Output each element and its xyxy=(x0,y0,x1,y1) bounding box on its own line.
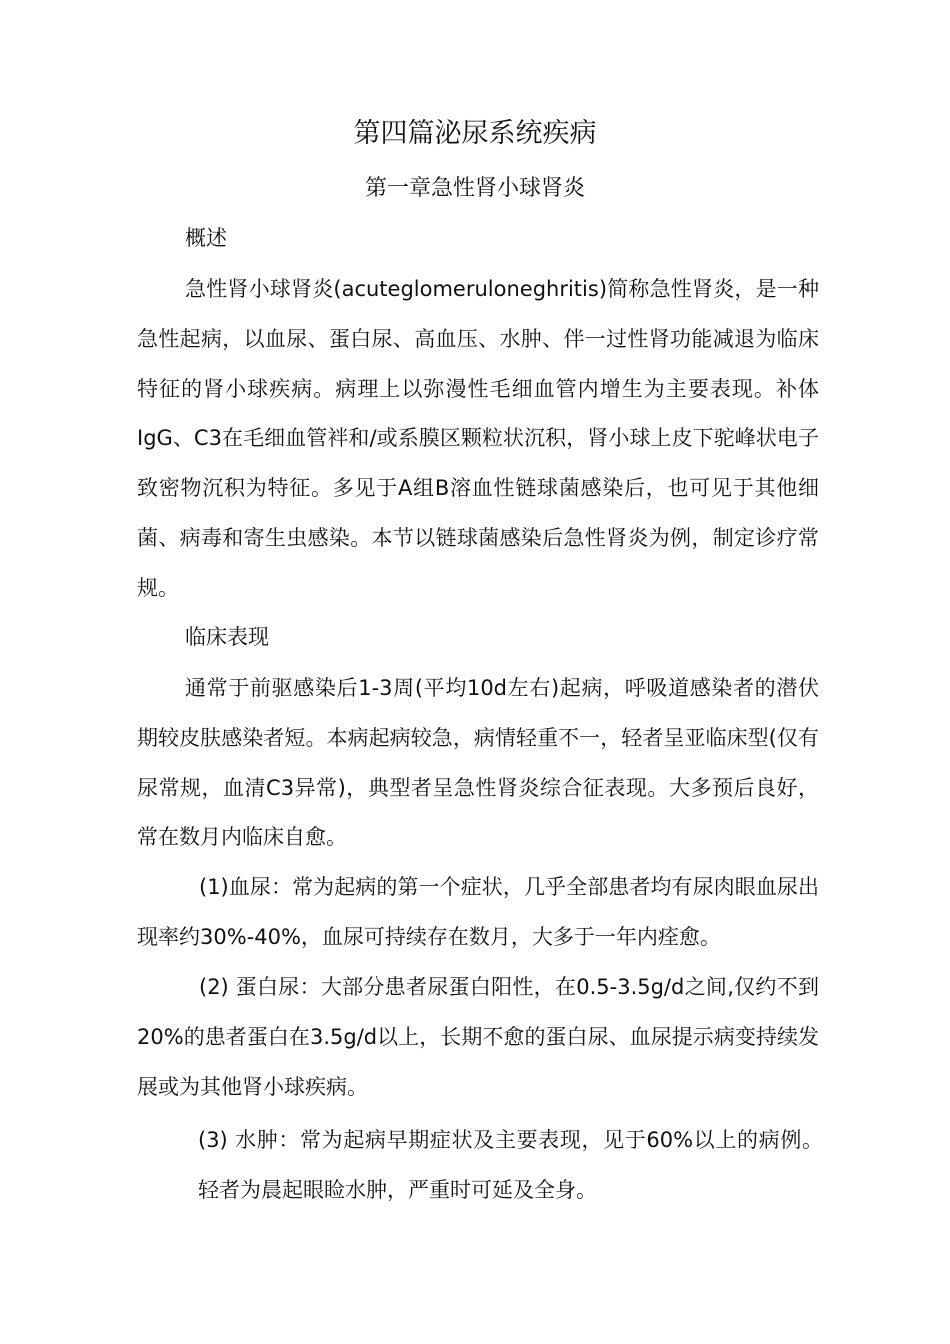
overview-paragraph: 急性肾小球肾炎(acuteglomeruloneghritis)简称急性肾炎，是一种急性起病，以血尿、蛋白尿、高血压、水肿、伴一过性肾功能减退为临床特征的肾小球疾病。病理上以弥漫性毛细血管内增生为主要表现。补体IgG、C3在毛细血管袢和/或系膜区颗粒状沉积，肾小球上皮下驼峰状电子致密物沉积为特征。多见于A组B溶血性链球菌感染后，也可见于其他细菌、病毒和寄生虫感染。本节以链球菌感染后急性肾炎为例，制定诊疗常规。 xyxy=(137,277,819,600)
edema-paragraph: (3) 水肿：常为起病早期症状及主要表现，见于60%以上的病例。轻者为晨起眼睑水肿，严重时可延及全身。 xyxy=(198,1128,823,1202)
proteinuria-paragraph: (2) 蛋白尿：大部分患者尿蛋白阳性，在0.5-3.5g/d之间,仅约不到20%的患者蛋白在3.5g/d以上，长期不愈的蛋白尿、血尿提示病变持续发展或为其他肾小球疾病。 xyxy=(137,975,819,1099)
hematuria-paragraph: (1)血尿：常为起病的第一个症状，几乎全部患者均有尿肉眼血尿出现率约30%-40%，血尿可持续存在数月，大多于一年内痊愈。 xyxy=(137,875,819,949)
document-title: 第四篇泌尿系统疾病 xyxy=(353,118,597,149)
clinical-heading: 临床表现 xyxy=(185,625,269,649)
chapter-title: 第一章急性肾小球肾炎 xyxy=(364,176,585,201)
clinical-paragraph: 通常于前驱感染后1-3周(平均10d左右)起病，呼吸道感染者的潜伏期较皮肤感染者短。本病起病较急，病情轻重不一，轻者呈亚临床型(仅有尿常规，血清C3异常)，典型者呈急性肾炎综合征表现。大多预后良好，常在数月内临床自愈。 xyxy=(137,676,819,850)
overview-heading: 概述 xyxy=(185,226,227,250)
